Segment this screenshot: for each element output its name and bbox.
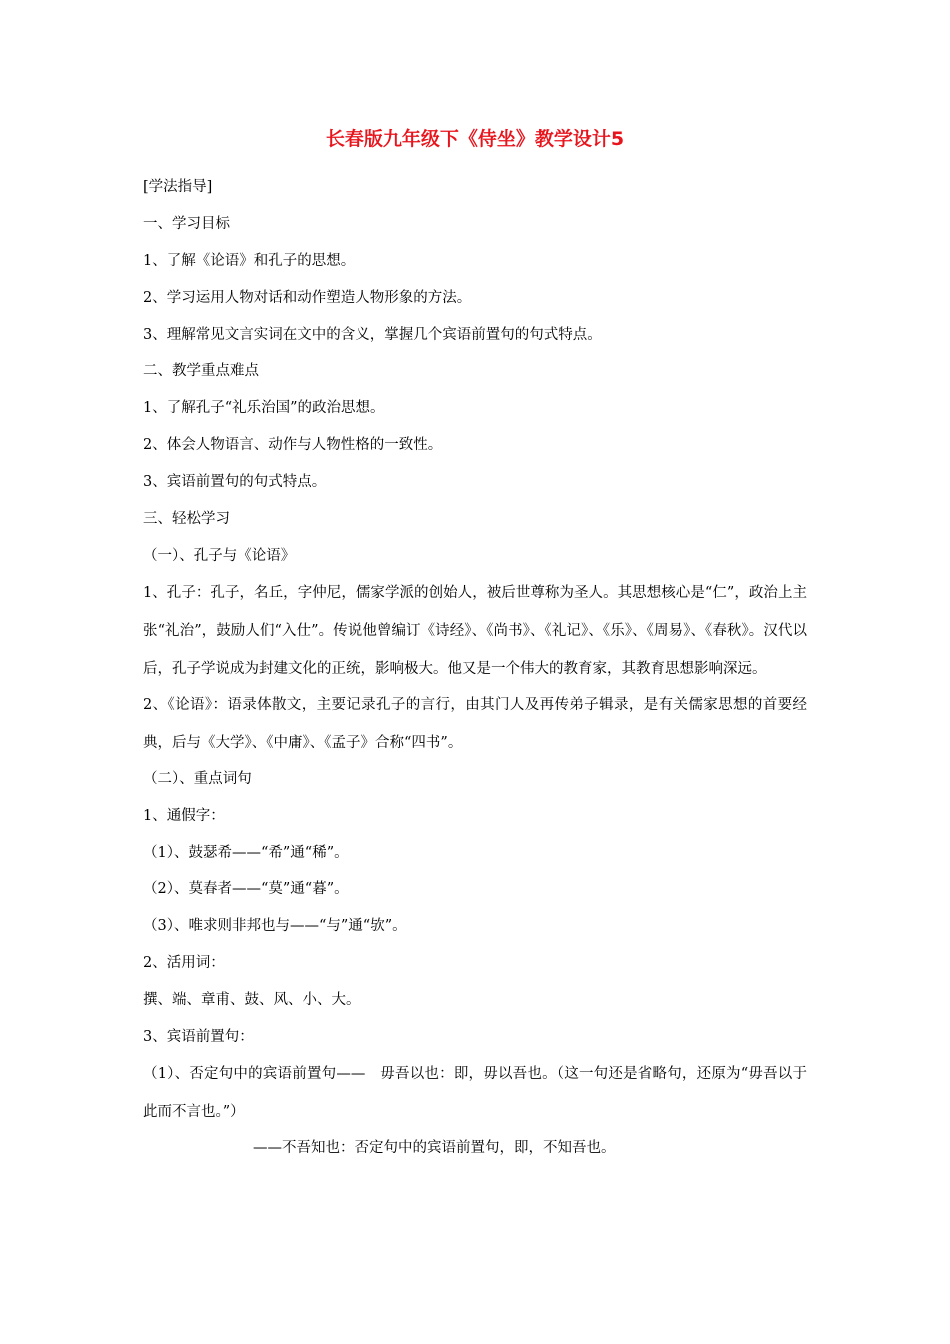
list-item: 2、体会人物语言、动作与人物性格的一致性。 bbox=[143, 437, 443, 454]
list-item: 1、了解《论语》和孔子的思想。 bbox=[143, 252, 356, 269]
subheading-confucius: （一）、孔子与《论语》 bbox=[143, 547, 296, 564]
heading-easy-learning: 三、轻松学习 bbox=[143, 511, 230, 528]
list-item: 3、宾语前置句： bbox=[143, 1029, 254, 1046]
list-item: 1、了解孔子“礼乐治国”的政治思想。 bbox=[143, 400, 385, 417]
subheading-key-words: （二）、重点词句 bbox=[143, 770, 252, 787]
list-item: ——不吾知也：否定句中的宾语前置句，即，不知吾也。 bbox=[253, 1139, 616, 1156]
list-item: 2、活用词： bbox=[143, 955, 225, 972]
list-item: （1）、鼓瑟希——“希”通“稀”。 bbox=[143, 844, 349, 861]
list-item: 撰、端、章甫、鼓、风、小、大。 bbox=[143, 992, 361, 1009]
paragraph-confucius: 1、孔子：孔子，名丘，字仲尼，儒家学派的创始人，被后世尊称为圣人。其思想核心是“仁”，政治上主张“礼治”，鼓励人们“入仕”。传说他曾编订《诗经》、《尚书》、《礼记》、《乐》、《周易》、《春秋》。汉代以后，孔子学说成为封建文化的正统，影响极大。他又是一个伟大的教育家，其教育思想影响深远。 bbox=[143, 584, 807, 677]
list-item: 3、宾语前置句的句式特点。 bbox=[143, 474, 327, 491]
list-item: （2）、莫春者——“莫”通“暮”。 bbox=[143, 881, 349, 898]
paragraph-object-preposing: （1）、否定句中的宾语前置句—— 毋吾以也：即，毋以吾也。（这一句还是省略句，还原为“毋吾以于此而不言也。”） bbox=[143, 1065, 807, 1120]
list-item: 2、学习运用人物对话和动作塑造人物形象的方法。 bbox=[143, 289, 472, 306]
list-item: 1、通假字： bbox=[143, 807, 225, 824]
section-label: [学法指导] bbox=[143, 179, 213, 195]
paragraph-analects: 2、《论语》：语录体散文，主要记录孔子的言行，由其门人及再传弟子辑录，是有关儒家思想的首要经典，后与《大学》、《中庸》、《孟子》合称“四书”。 bbox=[143, 696, 807, 751]
document-title: 长春版九年级下《侍坐》教学设计5 bbox=[325, 128, 625, 150]
list-item: （3）、唯求则非邦也与——“与”通“欤”。 bbox=[143, 918, 407, 935]
document-body bbox=[143, 176, 807, 1174]
heading-goals: 一、学习目标 bbox=[143, 215, 230, 232]
heading-key-points: 二、教学重点难点 bbox=[143, 363, 259, 380]
list-item: 3、理解常见文言实词在文中的含义，掌握几个宾语前置句的句式特点。 bbox=[143, 326, 602, 343]
